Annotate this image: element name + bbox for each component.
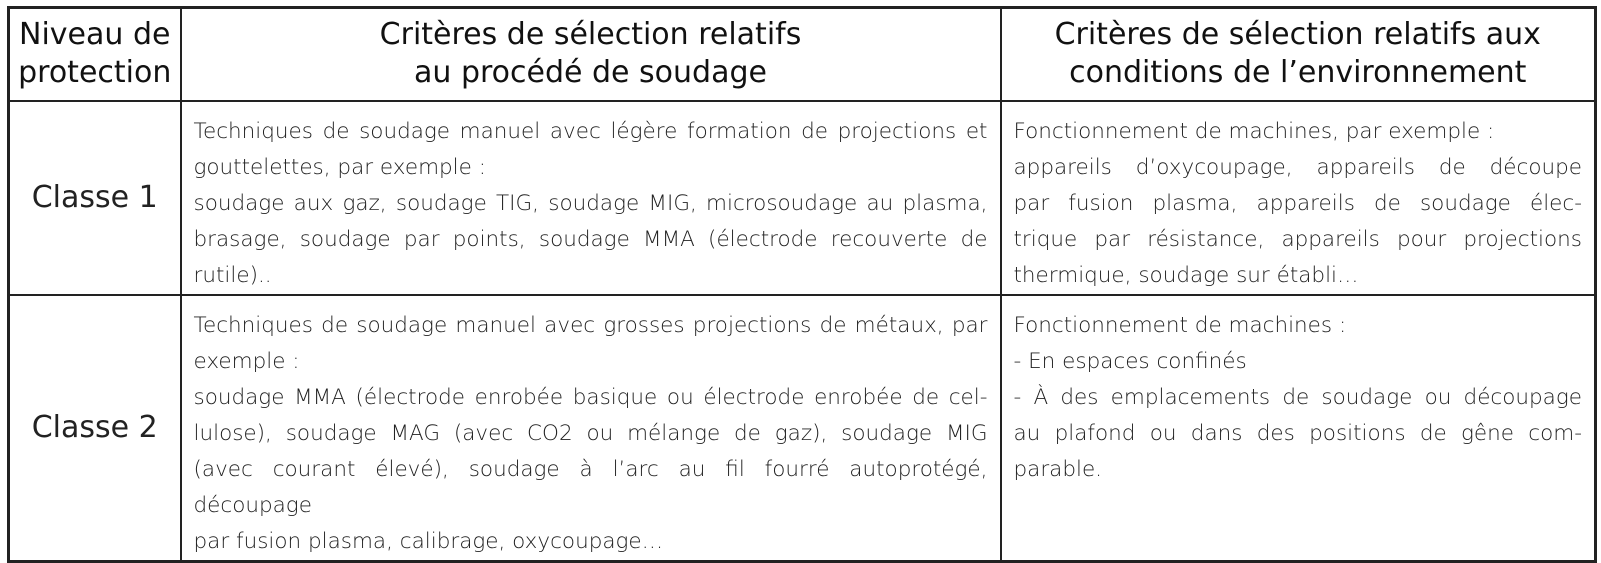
text-line: lulose), soudage MAG (avec CO2 ou mélange de gaz), soudage MIG [193,420,988,446]
header-process-criteria [181,8,1001,101]
text-line: par fusion plasma, appareils de soudage élec- [1013,190,1582,216]
text-line: (avec courant élevé), soudage à l’arc au fil fourré autoprotégé, découpage [193,456,988,518]
process-criteria-cell [181,101,1001,295]
text-line: gouttelettes, par exemple : [193,154,486,180]
text-line: parable. [1013,456,1103,482]
protection-level-cell: Classe 1 [9,101,181,295]
text-line: soudage aux gaz, soudage TIG, soudage MIG, microsoudage au plasma, [193,190,988,216]
process-criteria-cell [181,295,1001,562]
header-line: protection [18,55,172,91]
text-line: Techniques de soudage manuel avec légère formation de projections et [193,118,988,144]
text-line: exemple : [193,348,300,374]
text-line: appareils d’oxycoupage, appareils de découpe [1013,154,1582,180]
protection-level-cell: Classe 2 [9,295,181,562]
text-line: trique par résistance, appareils pour projections [1013,226,1582,252]
header-line: conditions de l’environnement [1069,55,1527,91]
text-line: rutile).. [193,262,272,288]
text-line: Techniques de soudage manuel avec grosses projections de métaux, par [193,312,988,338]
text-line: Fonctionnement de machines, par exemple : [1013,118,1495,144]
header-row [9,8,1596,101]
text-line: brasage, soudage par points, soudage MMA (électrode recouverte de [193,226,988,252]
text-line: thermique, soudage sur établi… [1013,262,1359,288]
text-line: soudage MMA (électrode enrobée basique ou électrode enrobée de cel- [193,384,988,410]
table-row-class-1 [9,101,1596,295]
text-line: au plafond ou dans des positions de gêne com- [1013,420,1582,446]
protection-table [7,6,1597,563]
header-protection-level [9,8,181,101]
text-line: Fonctionnement de machines : [1013,312,1347,338]
header-line: Niveau de [19,17,171,53]
header-line: au procédé de soudage [414,55,767,91]
environment-criteria-cell [1001,101,1596,295]
header-line: Critères de sélection relatifs [379,17,802,53]
header-line: Critères de sélection relatifs aux [1054,17,1541,53]
text-line: par fusion plasma, calibrage, oxycoupage… [193,528,664,554]
table-row-class-2 [9,295,1596,562]
header-environment-criteria [1001,8,1596,101]
text-line: - À des emplacements de soudage ou découpage [1013,384,1582,410]
text-line: - En espaces confinés [1013,348,1247,374]
environment-criteria-cell [1001,295,1596,562]
